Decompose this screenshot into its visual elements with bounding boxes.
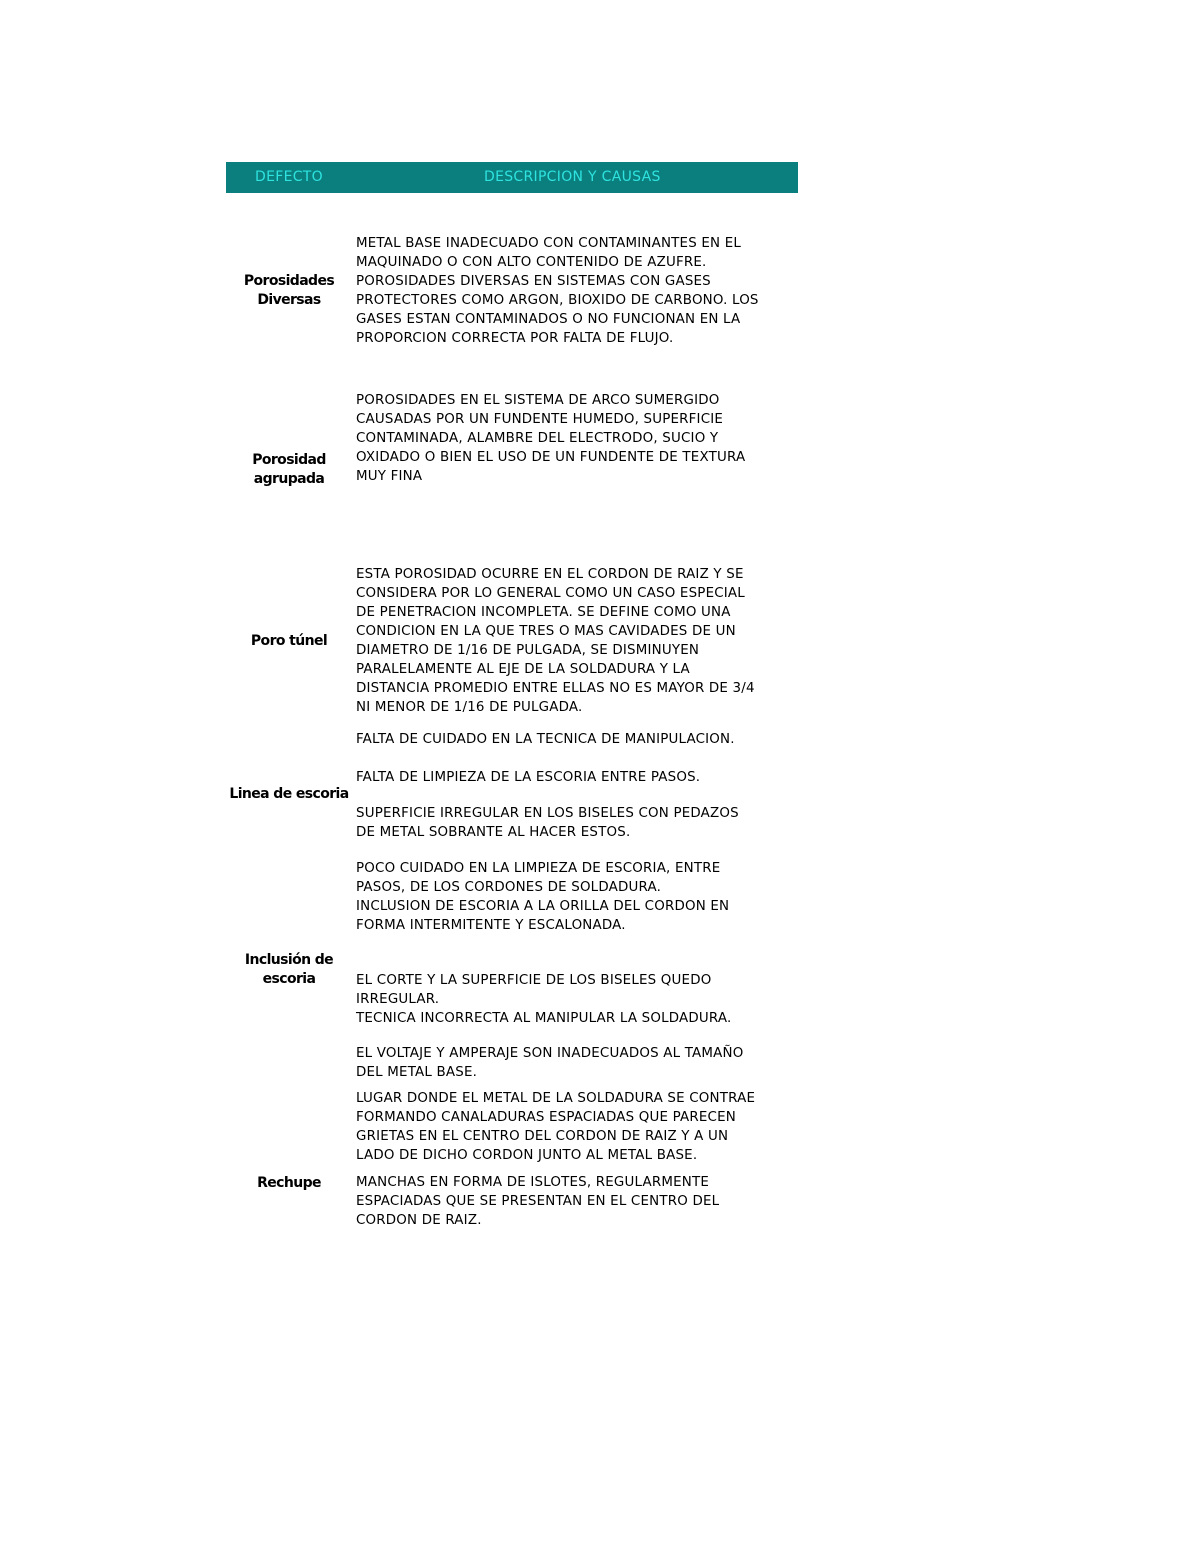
description-rechupe-2: MANCHAS EN FORMA DE ISLOTES, REGULARMENTE ESPACIADAS QUE SE PRESENTAN EN EL CENTRO DEL CORDON DE RAIZ. xyxy=(356,1175,720,1228)
description-inclusion-escoria-2: EL CORTE Y LA SUPERFICIE DE LOS BISELES QUEDO IRREGULAR. TECNICA INCORRECTA AL MANIPULAR LA SOLDADURA. xyxy=(356,973,732,1026)
description-poro-tunel: ESTA POROSIDAD OCURRE EN EL CORDON DE RAIZ Y SE CONSIDERA POR LO GENERAL COMO UN CASO ESPECIAL DE PENETRACION INCOMPLETA. SE DEFINE COMO UNA CONDICION EN LA QUE TRES O MAS CAVIDADES DE UN DIAMETRO DE 1/16 DE PULGADA, SE DISMINUYEN PARALELAMENTE AL EJE DE LA SOLDADURA Y LA DISTANCIA PROMEDIO ENTRE ELLAS NO ES MAYOR DE 3/4 NI MENOR DE 1/16 DE PULGADA. xyxy=(356,567,755,715)
description-linea-escoria-1: FALTA DE CUIDADO EN LA TECNICA DE MANIPULACION. xyxy=(356,732,735,747)
description-inclusion-escoria-3: EL VOLTAJE Y AMPERAJE SON INADECUADOS AL TAMAÑO DEL METAL BASE. xyxy=(356,1046,744,1080)
table-header xyxy=(226,162,798,193)
defect-rechupe: Rechupe xyxy=(257,1175,321,1191)
description-porosidades-diversas: METAL BASE INADECUADO CON CONTAMINANTES EN EL MAQUINADO O CON ALTO CONTENIDO DE AZUFRE. POROSIDADES DIVERSAS EN SISTEMAS CON GASES PROTECTORES COMO ARGON, BIOXIDO DE CARBONO. LOS GASES ESTAN CONTAMINADOS O NO FUNCIONAN EN LA PROPORCION CORRECTA POR FALTA DE FLUJO. xyxy=(356,236,759,346)
defect-porosidad-agrupada: Porosidad agrupada xyxy=(252,452,326,487)
description-linea-escoria-2: FALTA DE LIMPIEZA DE LA ESCORIA ENTRE PASOS. xyxy=(356,770,701,785)
description-inclusion-escoria-1: POCO CUIDADO EN LA LIMPIEZA DE ESCORIA, ENTRE PASOS, DE LOS CORDONES DE SOLDADURA. INCLUSION DE ESCORIA A LA ORILLA DEL CORDON EN FORMA INTERMITENTE Y ESCALONADA. xyxy=(356,861,730,933)
header-defecto: DEFECTO xyxy=(255,169,323,185)
header-descripcion: DESCRIPCION Y CAUSAS xyxy=(484,169,661,185)
defect-inclusion-de-escoria: Inclusión de escoria xyxy=(244,952,334,987)
description-linea-escoria-3: SUPERFICIE IRREGULAR EN LOS BISELES CON PEDAZOS DE METAL SOBRANTE AL HACER ESTOS. xyxy=(356,806,739,840)
defect-poro-tunel: Poro túnel xyxy=(250,633,328,649)
description-rechupe-1: LUGAR DONDE EL METAL DE LA SOLDADURA SE CONTRAE FORMANDO CANALADURAS ESPACIADAS QUE PARECEN GRIETAS EN EL CENTRO DEL CORDON DE RAIZ Y A UN LADO DE DICHO CORDON JUNTO AL METAL BASE. xyxy=(356,1091,756,1163)
description-porosidad-agrupada: POROSIDADES EN EL SISTEMA DE ARCO SUMERGIDO CAUSADAS POR UN FUNDENTE HUMEDO, SUPERFICIE CONTAMINADA, ALAMBRE DEL ELECTRODO, SUCIO Y OXIDADO O BIEN EL USO DE UN FUNDENTE DE TEXTURA MUY FINA xyxy=(356,393,746,484)
defect-porosidades-diversas: Porosidades Diversas xyxy=(243,273,335,308)
defect-linea-de-escoria: Linea de escoria xyxy=(229,786,349,802)
